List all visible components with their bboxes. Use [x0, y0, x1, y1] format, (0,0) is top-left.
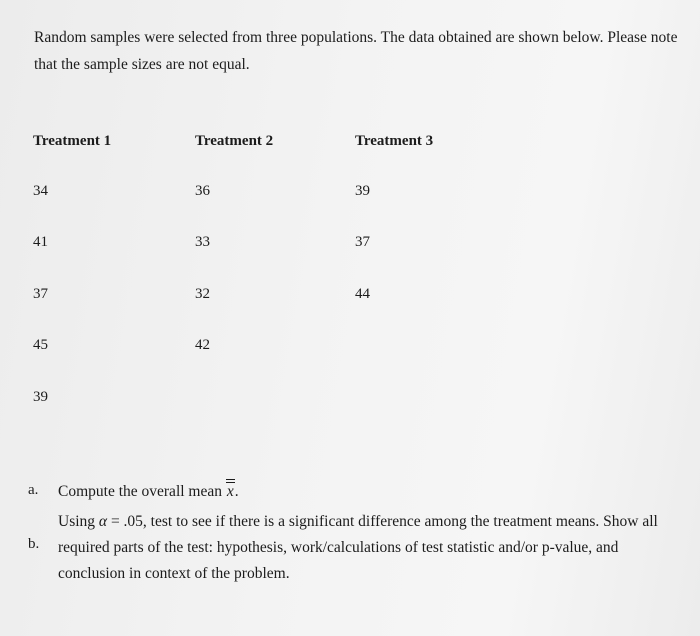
table-cell: 37 — [355, 234, 370, 250]
question-a-letter: a. — [28, 482, 39, 498]
treatment-3-column — [355, 130, 434, 302]
question-b-text — [58, 509, 688, 587]
table-cell: 44 — [355, 286, 370, 302]
question-b-text-2: = .05, test to see if there is a significant difference among the treatment means. Show all required parts of the test: hypothesis, work/calculations of test statistic and/or p-value, and conclusion in context of the problem. — [58, 513, 658, 582]
treatment-1-column — [33, 130, 112, 405]
table-cell: 39 — [33, 389, 48, 405]
question-a-text-after: . — [234, 483, 239, 500]
table-cell: 32 — [195, 286, 210, 302]
treatment-2-column — [195, 130, 274, 353]
table-cell: 42 — [195, 337, 210, 353]
table-cell: 33 — [195, 234, 210, 250]
treatment-1-header: Treatment 1 — [33, 133, 112, 149]
treatment-2-header: Treatment 2 — [195, 133, 274, 149]
question-b-letter: b. — [28, 536, 40, 552]
problem-intro: Random samples were selected from three populations. The data obtained are shown below. Please note that the sample sizes are not equal. — [34, 29, 678, 73]
question-b-text-1: Using — [58, 513, 99, 530]
question-a-text-before: Compute the overall mean — [58, 483, 226, 500]
alpha-symbol: α — [98, 513, 108, 530]
table-cell: 45 — [33, 337, 48, 353]
table-cell: 41 — [33, 234, 48, 250]
table-cell: 36 — [195, 183, 210, 199]
table-cell: 39 — [355, 183, 370, 199]
treatment-3-header: Treatment 3 — [355, 133, 434, 149]
table-cell: 34 — [33, 183, 48, 199]
question-a-text — [58, 479, 239, 505]
table-cell: 37 — [33, 286, 48, 302]
overall-mean-symbol: x — [226, 479, 235, 505]
